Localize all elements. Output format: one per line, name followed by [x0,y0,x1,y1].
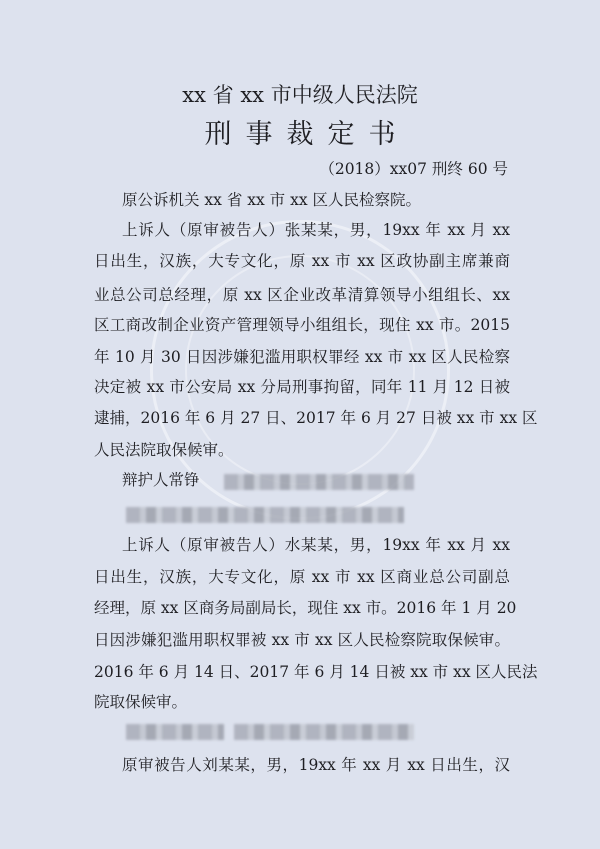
body-line: 日因涉嫌犯滥用职权罪被 xx 市 xx 区人民检察院取保候审。 [94,631,510,649]
body-line: 2016 年 6 月 14 日、2017 年 6 月 14 日被 xx 市 xx 区人民法 [94,663,538,681]
body-line: 日出生，汉族，大专文化，原 xx 市 xx 区政协副主席兼商 [94,252,510,270]
body-line: 区工商改制企业资产管理领导小组组长，现住 xx 市。2015 [94,316,510,334]
defender-line: 辩护人常铮 [122,471,200,489]
body-line: 日出生，汉族，大专文化，原 xx 市 xx 区商业总公司副总 [94,568,510,586]
body-line: 上诉人（原审被告人）水某某，男，19xx 年 xx 月 xx [122,536,510,554]
prosecutor-line: 原公诉机关 xx 省 xx 市 xx 区人民检察院。 [122,191,422,209]
redacted-text [224,474,414,490]
body-line: 年 10 月 30 日因涉嫌犯滥用职权罪经 xx 市 xx 区人民检察 [94,348,510,366]
body-line: 逮捕，2016 年 6 月 27 日、2017 年 6 月 27 日被 xx 市 xx 区 [94,409,538,427]
body-line: 上诉人（原审被告人）张某某，男，19xx 年 xx 月 xx [122,221,510,239]
body-line: 业总公司总经理，原 xx 区企业改革清算领导小组组长、xx [94,286,510,304]
document-title: 刑事裁定书 [204,119,410,150]
redacted-text [234,724,414,740]
body-line: 院取保候审。 [94,693,188,711]
body-line: 人民法院取保候审。 [94,441,234,459]
court-name: xx 省 xx 市中级人民法院 [182,83,418,107]
body-line: 经理，原 xx 区商务局副局长，现住 xx 市。2016 年 1 月 20 [94,599,517,617]
case-number: （2018）xx07 刑终 60 号 [319,160,508,178]
redacted-text [126,507,404,523]
body-line: 决定被 xx 市公安局 xx 分局刑事拘留，同年 11 月 12 日被 [94,378,510,396]
body-line: 原审被告人刘某某，男，19xx 年 xx 月 xx 日出生，汉 [122,756,510,774]
redacted-text [126,724,224,740]
